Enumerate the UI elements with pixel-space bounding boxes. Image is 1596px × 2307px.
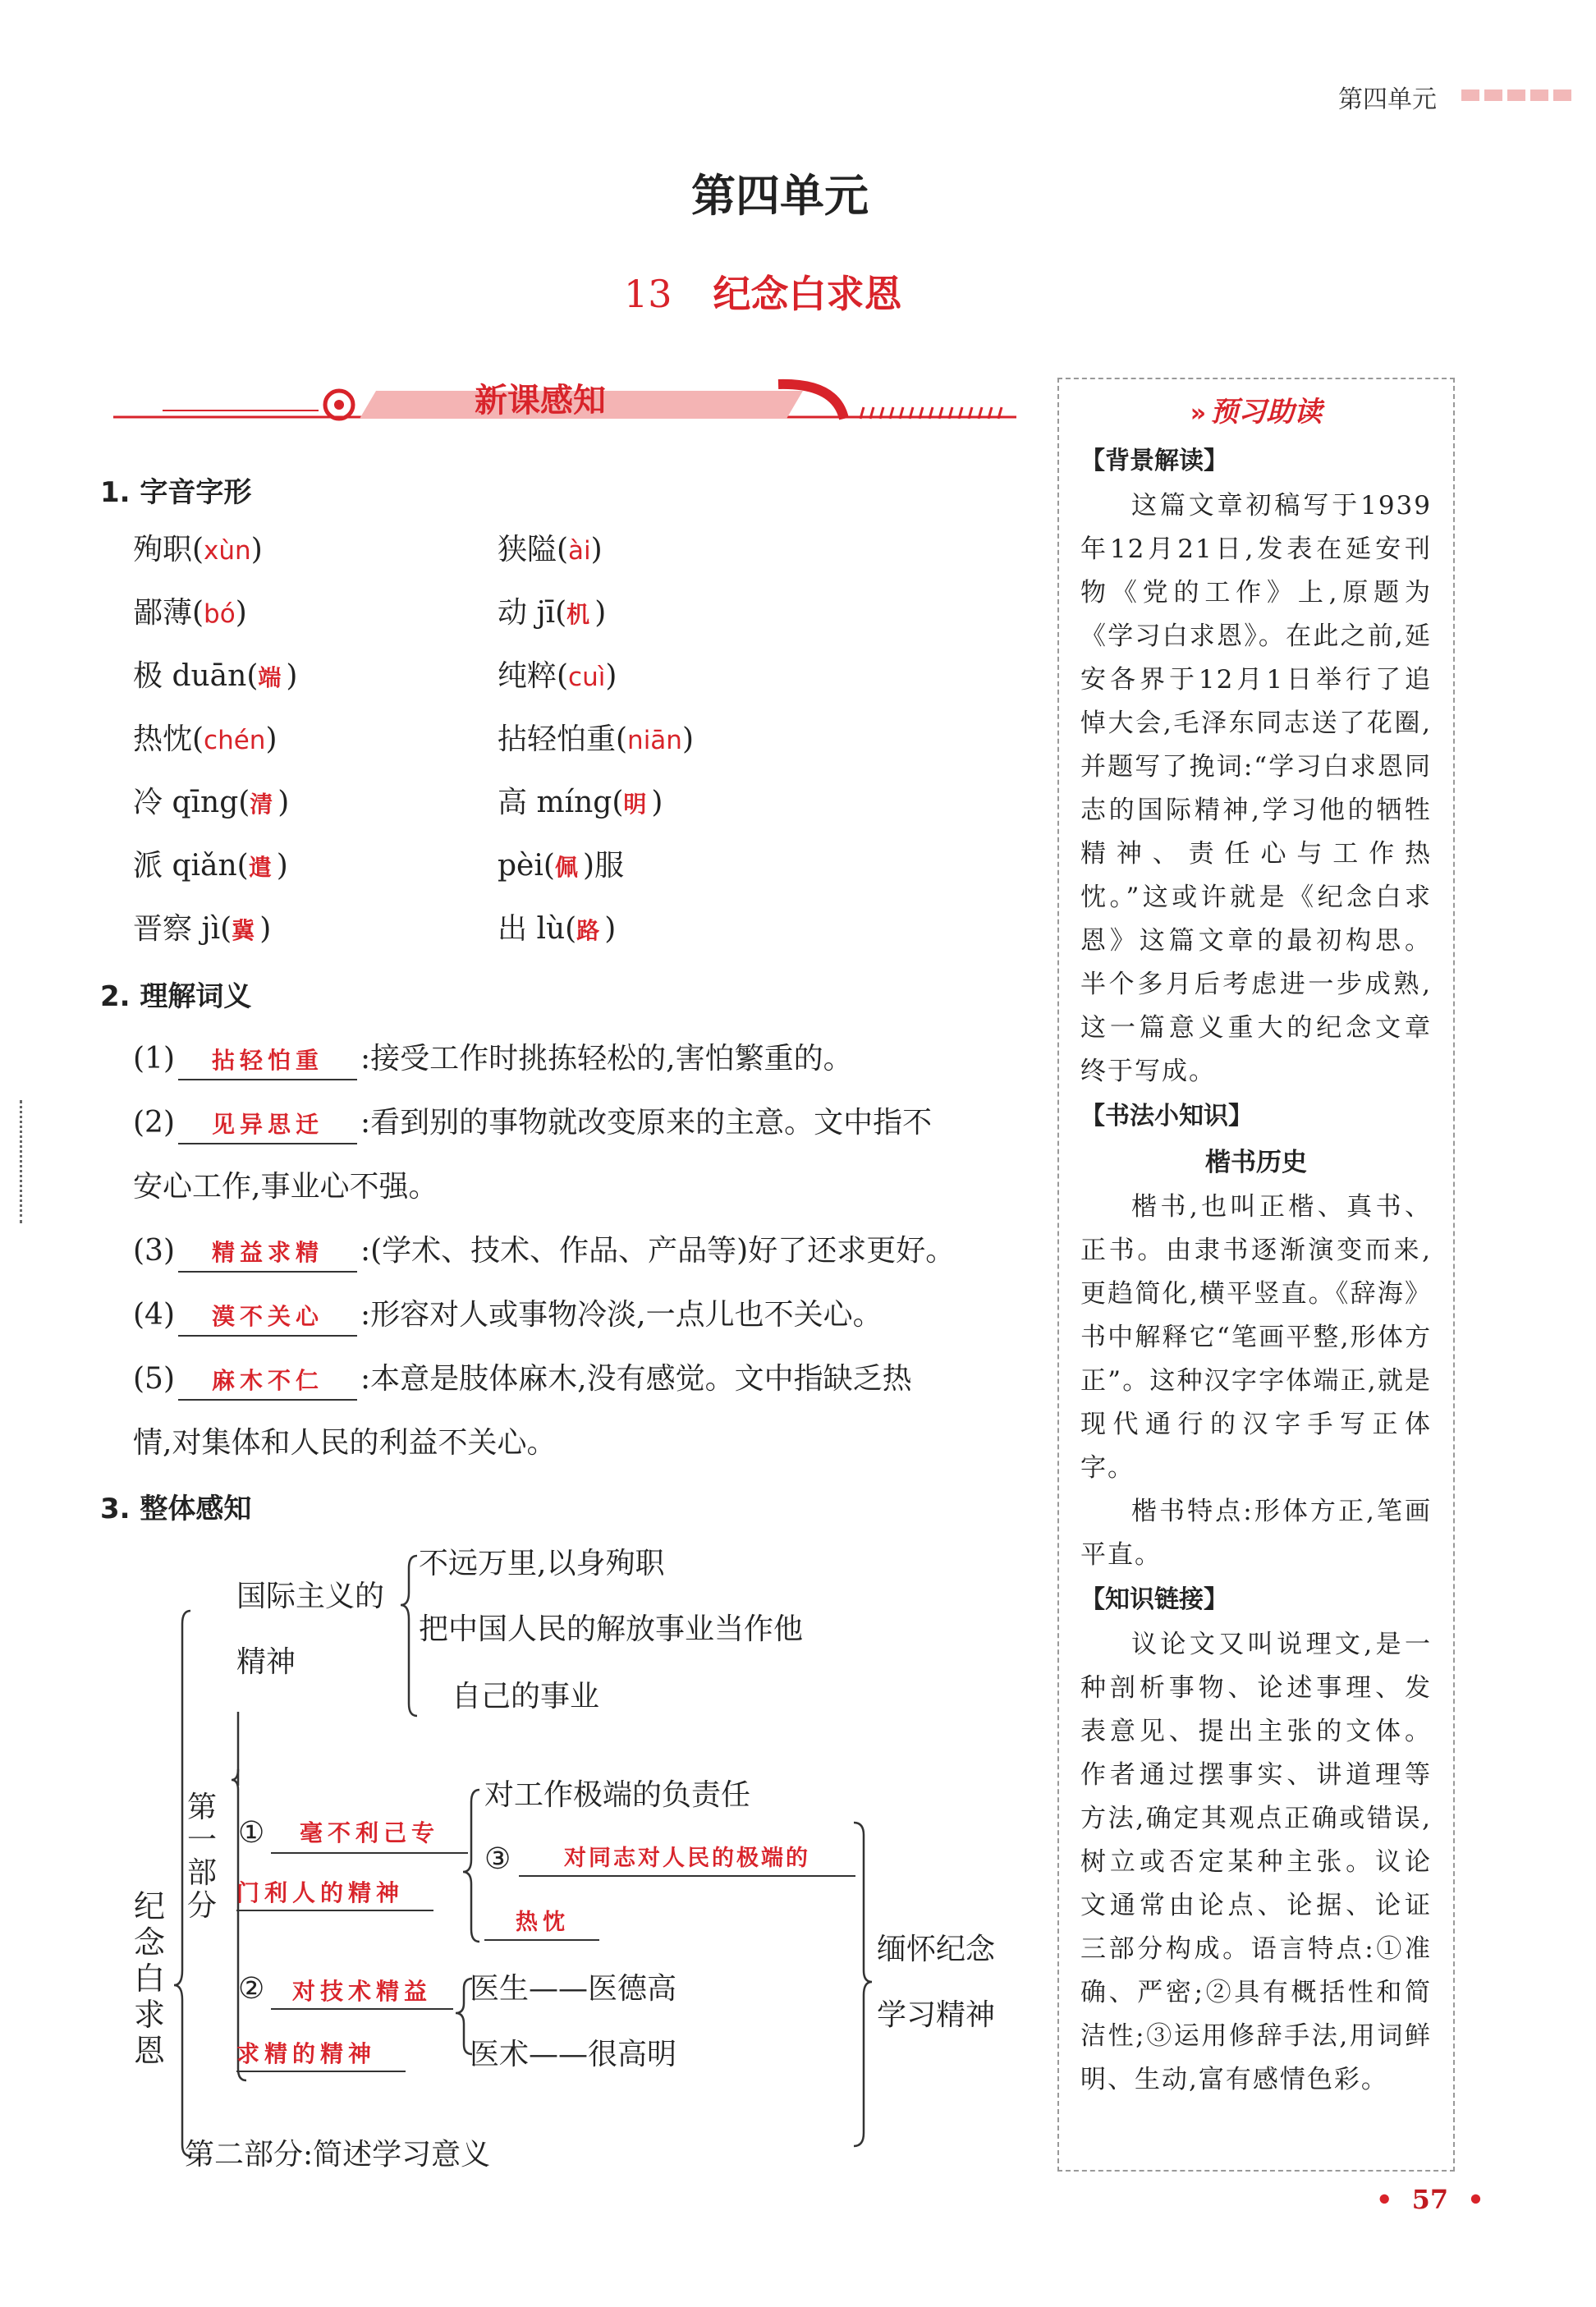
page-number-row: [1376, 2184, 1484, 2215]
sidebar-title-row: [1080, 389, 1432, 438]
diagram-part2: 第二部分:简述学习意义: [185, 2138, 491, 2172]
dot-right: •: [1467, 2184, 1484, 2215]
c1-answer-line2: 门利人的精神: [236, 1874, 433, 1911]
c2-item-a: 医生——医德高: [470, 1972, 677, 2006]
preview-sidebar: [1057, 378, 1455, 2172]
list-item: (1) 拈轻怕重 :接受工作时挑拣轻松的,害怕繁重的。: [133, 1034, 1028, 1098]
bg-heading: 【背景解读】: [1080, 447, 1228, 475]
list-item: 殉职(xùn): [133, 533, 263, 566]
intl-label-2: 精神: [236, 1645, 296, 1679]
diagram-part1: 第一部分: [186, 1791, 217, 1923]
header-decoration: [1461, 89, 1593, 100]
c1-number: ①: [238, 1816, 265, 1850]
list-item: (4) 漠不关心 :形容对人或事物冷淡,一点儿也不关心。: [133, 1291, 1028, 1355]
dot-left: •: [1376, 2184, 1393, 2215]
intl-label-1: 国际主义的: [236, 1580, 385, 1613]
list-item-continued: 情,对集体和人民的利益不关心。: [133, 1426, 557, 1460]
list-item: 狭隘(ài): [498, 533, 603, 566]
list-item: pèi(佩)服: [498, 849, 624, 883]
bg-text: 这篇文章初稿写于1939年12月21日,发表在延安刊物《党的工作》上,原题为《学习白求恩》。在此之前,延安各界于12月1日举行了追悼大会,毛泽东同志送了花圈,并题写了挽词:“学习白求恩同志的国际精神,学习他的牺牲精神、责任心与工作热忱。”这或许就是《纪念白求恩》这篇文章的最初构思。半个多月后考虑进一步成熟,这一篇意义重大的纪念文章终于写成。: [1080, 491, 1432, 1086]
list-item: 纯粹(cuì): [498, 659, 617, 693]
calligraphy-text-2: 楷书特点:形体方正,笔画平直。: [1080, 1497, 1432, 1570]
c2-item-b: 医术——很高明: [470, 2038, 677, 2071]
header-unit: 第四单元: [1338, 85, 1437, 114]
list-item: 冷 qīng(清): [133, 786, 290, 819]
list-item: (2) 见异思迁 :看到别的事物就改变原来的主意。文中指不: [133, 1098, 1028, 1163]
section3-title: 3. 整体感知: [100, 1493, 252, 1525]
diagram-root: 纪念白求恩: [133, 1888, 165, 2069]
calligraphy-subtitle: 楷书历史: [1205, 1148, 1307, 1177]
list-item: (5) 麻木不仁 :本意是肢体麻木,没有感觉。文中指缺乏热: [133, 1355, 1028, 1419]
page-number: 57: [1411, 2184, 1449, 2215]
section2-title: 2. 理解词义: [100, 980, 252, 1013]
unit-title: 第四单元: [691, 169, 869, 222]
section1-title: 1. 字音字形: [100, 476, 252, 509]
list-item: 派 qiǎn(遣): [133, 849, 288, 883]
lesson-number: 13: [624, 272, 672, 316]
intl-item-b1: 把中国人民的解放事业当作他: [419, 1612, 804, 1646]
c1-answer-line1: 毫不利己专: [271, 1813, 468, 1854]
list-item: 晋察 jì(冀): [133, 912, 272, 946]
lesson-name: 纪念白求恩: [713, 272, 902, 316]
c1-item-a: 对工作极端的负责任: [484, 1778, 751, 1812]
intl-item-b2: 自己的事业: [452, 1680, 600, 1713]
list-item: 高 míng(明): [498, 786, 663, 819]
list-item: (3) 精益求精 :(学术、技术、作品、产品等)好了还求更好。: [133, 1227, 1028, 1291]
c2-answer-line1: 对技术精益: [271, 1972, 453, 2010]
margin-marks: [20, 1100, 25, 1223]
c3-answer-line1: 对同志对人民的极端的: [519, 1839, 855, 1877]
c2-answer-line2: 求精的精神: [236, 2034, 406, 2072]
c3-answer-line2: 热忱: [484, 1903, 599, 1941]
sidebar-title: 预习助读: [1210, 396, 1323, 429]
list-item: 极 duān(端): [133, 659, 298, 693]
double-chevron-icon: »: [1190, 399, 1207, 428]
right-label-1: 缅怀纪念: [877, 1933, 996, 1966]
c2-number: ②: [238, 1972, 265, 2006]
calligraphy-text: 楷书,也叫正楷、真书、正书。由隶书逐渐演变而来,更趋简化,横平竖直。《辞海》书中解释它“笔画平整,形体方正”。这种汉字字体端正,就是现代通行的汉字手写正体字。: [1080, 1192, 1432, 1483]
list-item: 鄙薄(bó): [133, 596, 247, 630]
intl-item-a: 不远万里,以身殉职: [419, 1547, 665, 1580]
calligraphy-heading: 【书法小知识】: [1080, 1102, 1253, 1131]
link-text: 议论文又叫说理文,是一种剖析事物、论述事理、发表意见、提出主张的文体。作者通过摆事实、讲道理等方法,确定其观点正确或错误,树立或否定某种主张。议论文通常由论点、论据、论证三部分构成。语言特点:①准确、严密;②具有概括性和简洁性;③运用修辞手法,用词鲜明、生动,富有感情色彩。: [1080, 1630, 1432, 2094]
list-item: 动 jī(机): [498, 596, 607, 630]
right-label-2: 学习精神: [877, 1998, 996, 2032]
list-item: 出 lù(路): [498, 912, 617, 946]
link-heading: 【知识链接】: [1080, 1585, 1228, 1614]
c3-number: ③: [484, 1842, 511, 1876]
banner-title: 新课感知: [475, 381, 606, 420]
list-item: 热忱(chén): [133, 722, 277, 756]
list-item: 拈轻怕重(niān): [498, 722, 694, 756]
list-item-continued: 安心工作,事业心不强。: [133, 1170, 438, 1204]
